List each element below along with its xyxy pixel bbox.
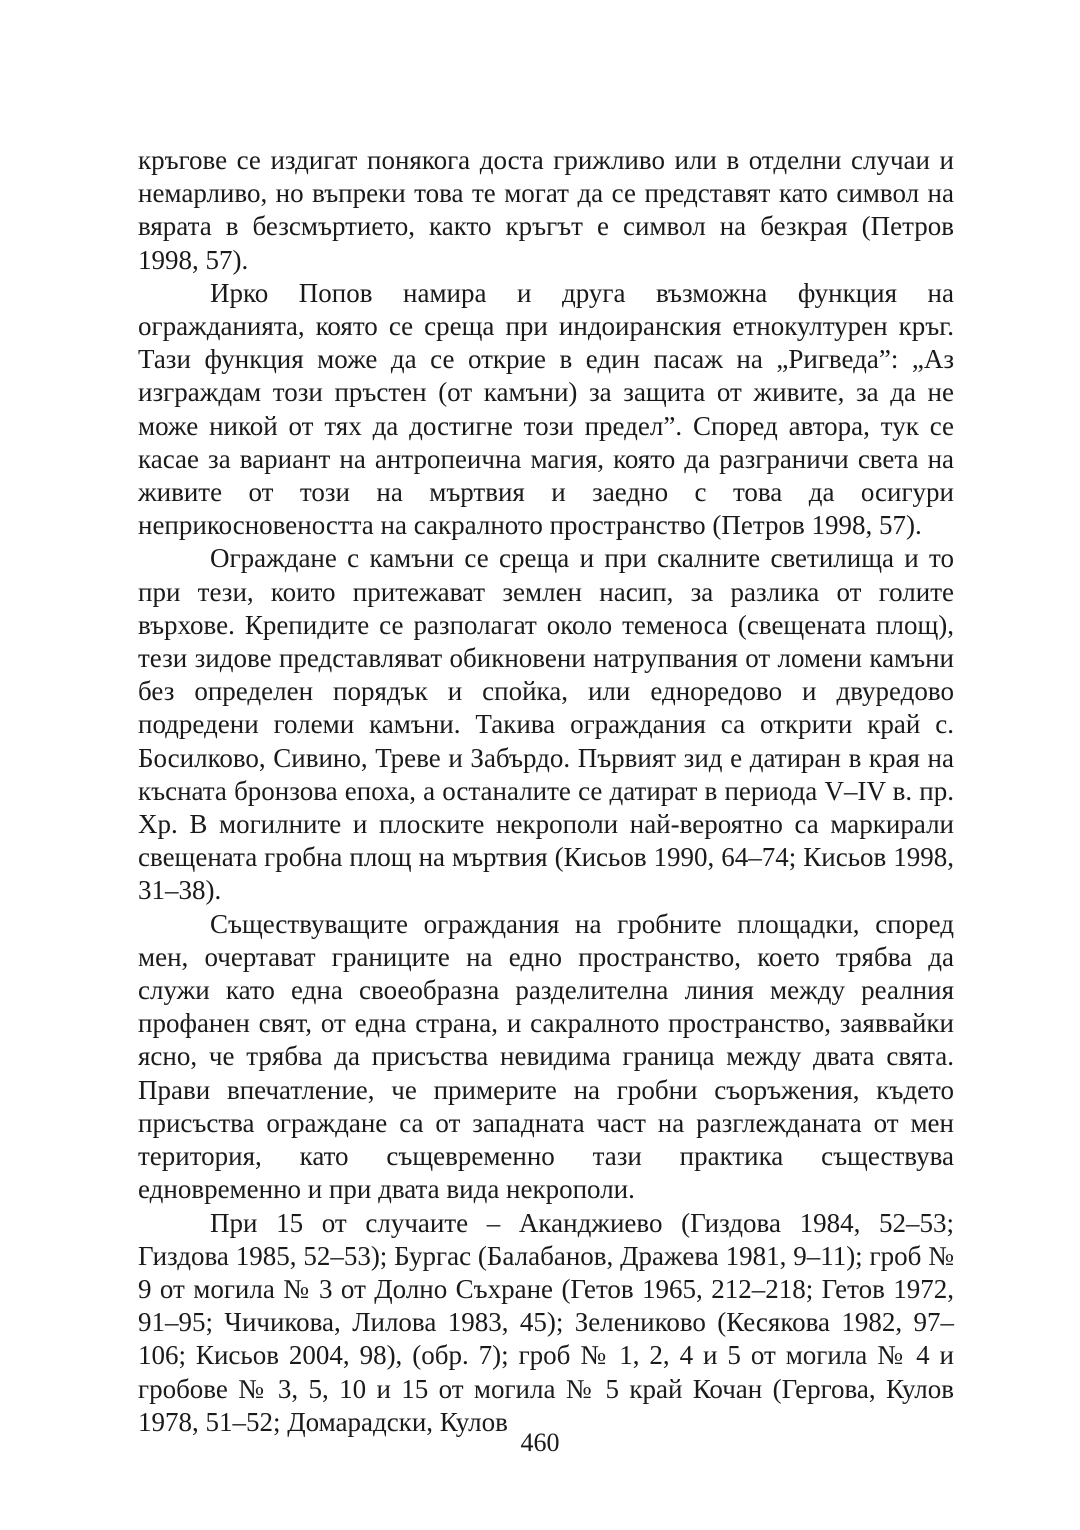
paragraph: кръгове се издигат понякога доста грижливо или в отделни случаи и немарливо, но въпреки това те могат да се представят като символ на вярата в безсмъртието, както кръгът е символ на безкрая (Петров 1998, 57). — [138, 145, 954, 275]
page-number: 460 — [520, 1428, 560, 1457]
paragraph: Ограждане с камъни се среща и при скалните светилища и то при тези, които притежават землен насип, за разлика от голите върхове. Крепидите се разполагат около теменоса (свещената площ), тези зидове представляват обикновени натрупвания от ломени камъни без определен порядък и спойка, или едноредово и двуредово подредени големи камъни. Такива ограждания са открити край с. Босилково, Сивино, Треве и Забърдо. Първият зид е датиран в края на късната бронзова епоха, а останалите се датират в периода V–IV в. пр. Хр. В могилните и плоските некрополи най-вероятно са маркирали свещената гробна площ на мъртвия (Кисьов 1990, 64–74; Кисьов 1998, 31–38). — [138, 543, 954, 906]
body-text — [138, 144, 954, 1439]
paragraph: Съществуващите ограждания на гробните площадки, според мен, очертават границите на едно пространство, което трябва да служи като една своеобразна разделителна линия между реалния профанен свят, от една страна, и сакралното пространство, заяввайки ясно, че трябва да присъства невидима граница между двата свята. Прави впечатление, че примерите на гробни съоръжения, където присъства ограждане са от западната част на разглежданата от мен територия, като същевременно тази практика съществува едновременно и при двата вида некрополи. — [138, 908, 954, 1205]
paragraph: Ирко Попов намира и друга възможна функция на огражданията, която се среща при индоиранския етнокултурен кръг. Тази функция може да се открие в един пасаж на „Ригведа”: „Аз изграждам този пръстен (от камъни) за защита от живите, за да не може никой от тях да достигне този предел”. Според автора, тук се касае за вариант на антропеична магия, която да разграничи света на живите от този на мъртвия и заедно с това да осигури неприкосновеността на сакралното пространство (Петров 1998, 57). — [138, 277, 954, 541]
paragraph: При 15 от случаите – Аканджиево (Гиздова 1984, 52–53; Гиздова 1985, 52–53); Бургас (Балабанов, Дражева 1981, 9–11); гроб № 9 от могила № 3 от Долно Съхране (Гетов 1965, 212–218; Гетов 1972, 91–95; Чичикова, Лилова 1983, 45); Зелениково (Кесякова 1982, 97–106; Кисьов 2004, 98), (обр. 7); гроб № 1, 2, 4 и 5 от могила № 4 и гробове № 3, 5, 10 и 15 от могила № 5 край Кочан (Гергова, Кулов 1978, 51–52; Домарадски, Кулов — [138, 1207, 954, 1437]
